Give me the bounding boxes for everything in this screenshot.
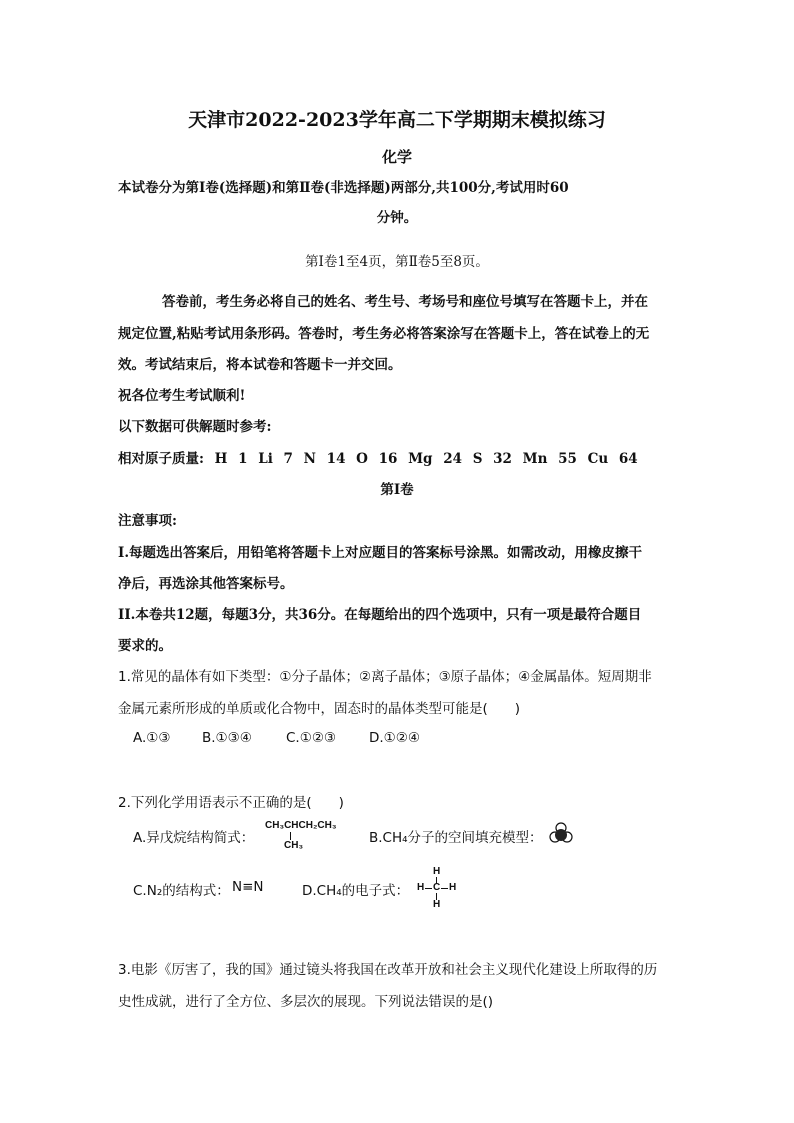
methane-electron-formula — [416, 866, 458, 910]
notice-2-line-2: 要求的。 — [118, 638, 172, 654]
n2-structural-formula: N≡N — [232, 879, 264, 895]
question-2-option-a: A.异戊烷结构简式： — [133, 830, 255, 846]
question-3-stem-line-2: 史性成就，进行了全方位、多层次的展现。下列说法错误的是() — [118, 994, 494, 1010]
intro-line-2: 分钟。 — [376, 210, 418, 226]
page-info: 第Ⅰ卷1至4页，第Ⅱ卷5至8页。 — [305, 254, 489, 270]
isopentane-formula-branch: CH₃ — [284, 840, 304, 851]
notice-title: 注意事项: — [118, 513, 177, 529]
notice-1-line-2: 净后，再选涂其他答案标号。 — [118, 576, 294, 592]
instructions-line-3: 效。考试结束后，将本试卷和答题卡一并交回。 — [118, 357, 402, 373]
methane-c: C — [433, 882, 441, 893]
intro-line-1: 本试卷分为第Ⅰ卷(选择题)和第Ⅱ卷(非选择题)两部分,共100分,考试用时60 — [118, 180, 569, 196]
question-1-stem-line-2: 金属元素所形成的单质或化合物中，固态时的晶体类型可能是( ) — [118, 701, 521, 717]
question-3-stem-line-1: 3.电影《厉害了，我的国》通过镜头将我国在改革开放和社会主义现代化建设上所取得的历 — [118, 962, 658, 978]
instructions-line-2: 规定位置,粘贴考试用条形码。答卷时，考生务必将答案涂写在答题卡上，答在试卷上的无 — [118, 326, 650, 342]
bond-right — [441, 888, 448, 889]
instructions-line-1: 答卷前，考生务必将自己的姓名、考生号、考场号和座位号填写在答题卡上，并在 — [162, 294, 648, 310]
atomic-mass-line: 相对原子质量: H 1 Li 7 N 14 O 16 Mg 24 S 32 Mn 55 Cu 64 — [118, 451, 638, 467]
isopentane-branch-bond — [290, 832, 291, 840]
data-reference: 以下数据可供解题时参考: — [118, 419, 272, 435]
bond-left — [425, 888, 432, 889]
methane-h-top: H — [433, 866, 441, 877]
question-1-option-b: B.①③④ — [202, 730, 252, 746]
question-2-option-c: C.N₂的结构式： — [133, 883, 230, 899]
question-2-option-b: B.CH₄分子的空间填充模型： — [369, 830, 543, 846]
notice-1-line-1: I.每题选出答案后，用铅笔将答题卡上对应题目的答案标号涂黑。如需改动，用橡皮擦干 — [118, 545, 643, 561]
notice-2-line-1: II.本卷共12题，每题3分，共36分。在每题给出的四个选项中，只有一项是最符合题目 — [118, 607, 642, 623]
methane-h-left: H — [417, 882, 425, 893]
question-1-option-d: D.①②④ — [369, 730, 420, 746]
question-1-option-a: A.①③ — [133, 730, 171, 746]
question-2-option-d: D.CH₄的电子式： — [302, 883, 410, 899]
exam-title: 天津市2022-2023学年高二下学期期末模拟练习 — [188, 109, 606, 131]
question-1-option-c: C.①②③ — [286, 730, 337, 746]
wish-text: 祝各位考生考试顺利! — [118, 388, 246, 404]
space-filling-model-icon — [549, 822, 573, 846]
isopentane-formula-main: CH₃CHCH₂CH₃ — [265, 820, 337, 831]
question-2-stem: 2.下列化学用语表示不正确的是( ) — [118, 795, 344, 811]
subject-title: 化学 — [381, 148, 412, 166]
question-1-stem-line-1: 1.常见的晶体有如下类型：①分子晶体；②离子晶体；③原子晶体；④金属晶体。短周期非 — [118, 669, 652, 685]
section-heading: 第Ⅰ卷 — [380, 482, 414, 498]
methane-h-right: H — [449, 882, 457, 893]
methane-h-bottom: H — [433, 899, 441, 910]
